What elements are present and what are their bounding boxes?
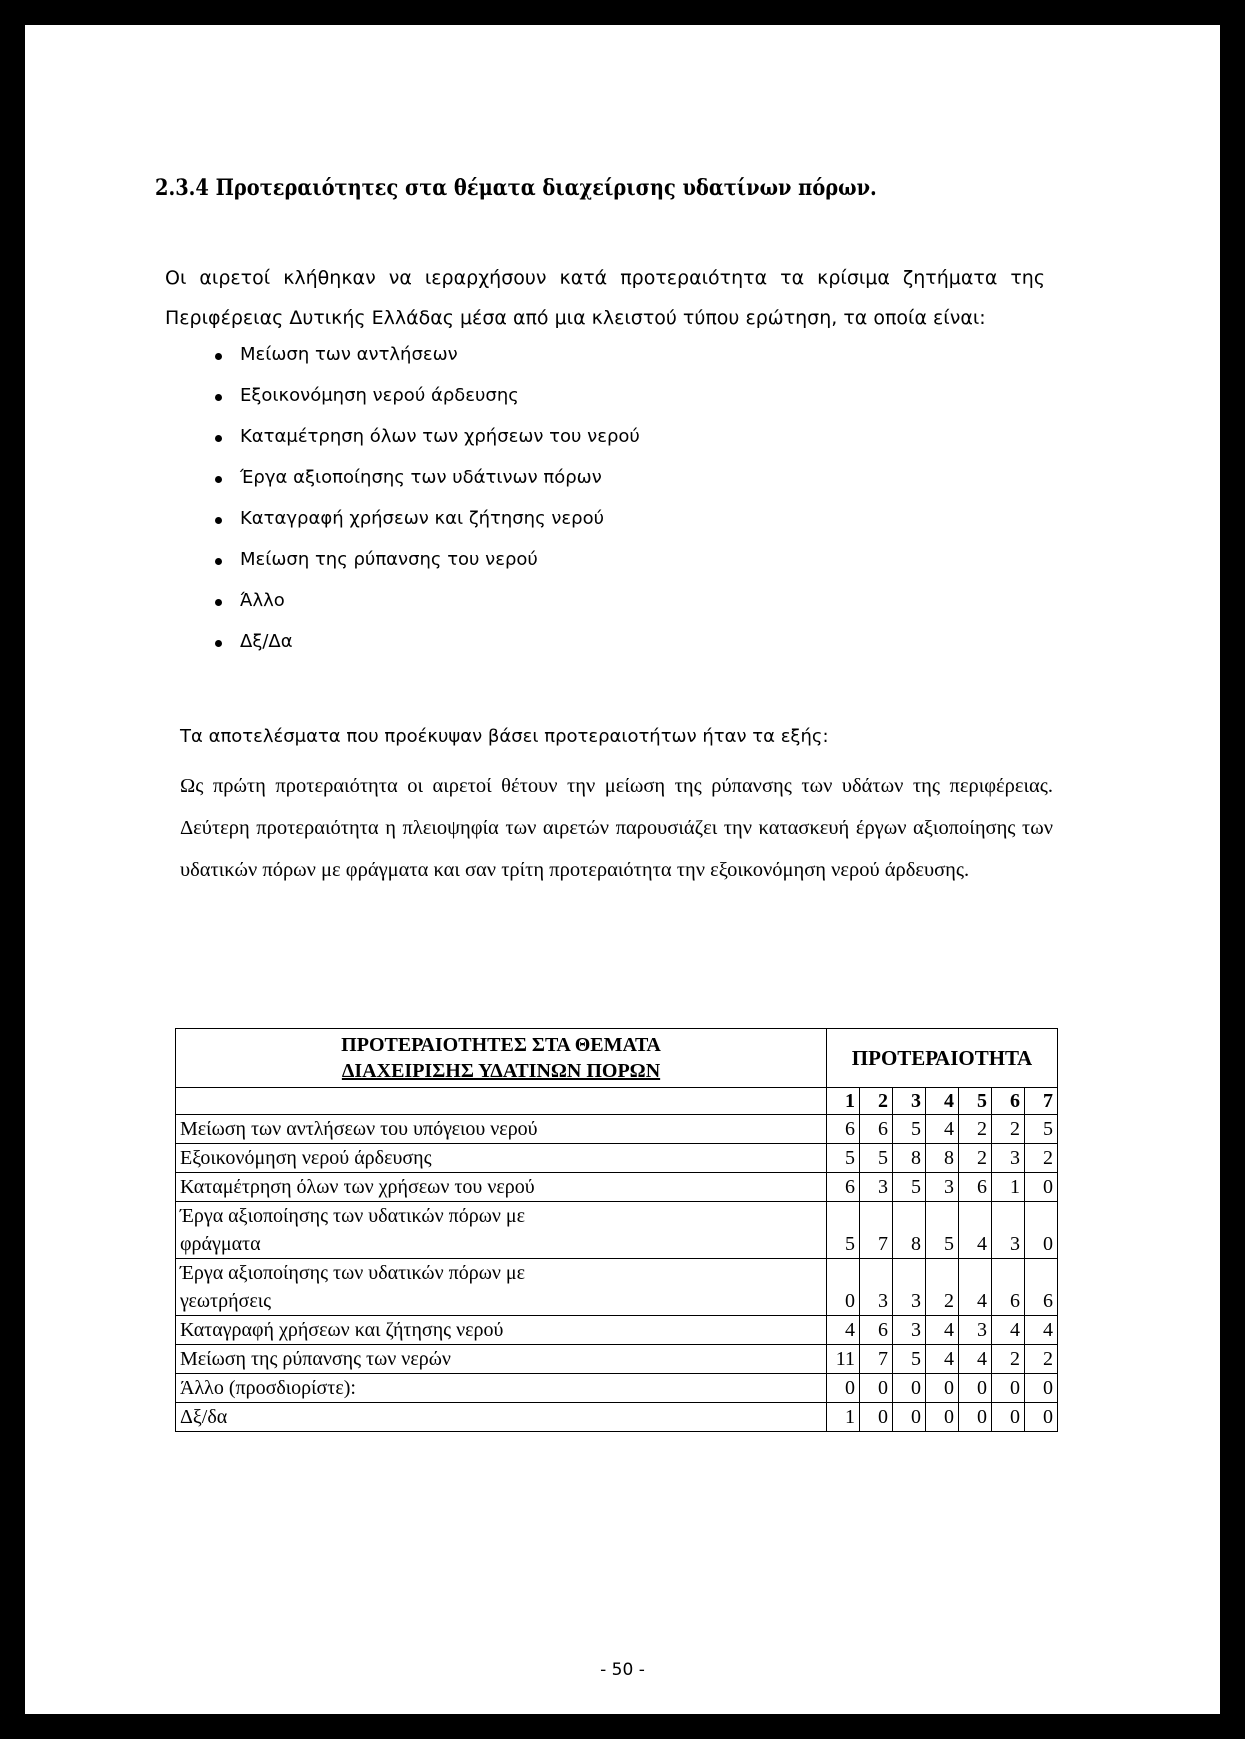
list-item: Καταγραφή χρήσεων και ζήτησης νερού (200, 509, 640, 550)
value-cell: 0 (1025, 1173, 1058, 1202)
value-cell: 6 (827, 1115, 860, 1144)
row-label-line: φράγματα (180, 1233, 261, 1255)
value-cell: 7 (860, 1202, 893, 1259)
value-cell: 0 (860, 1403, 893, 1432)
value-cell: 6 (1025, 1259, 1058, 1316)
value-cell: 4 (827, 1316, 860, 1345)
list-item: Εξοικονόμηση νερού άρδευσης (200, 386, 640, 427)
list-item: Έργα αξιοποίησης των υδάτινων πόρων (200, 468, 640, 509)
priority-header: ΠΡΟΤΕΡΑΙΟΤΗΤΑ (827, 1029, 1058, 1088)
row-label (176, 1202, 827, 1259)
value-cell: 6 (992, 1259, 1025, 1316)
table-title-line: ΔΙΑΧΕΙΡΙΣΗΣ ΥΔΑΤΙΝΩΝ ΠΟΡΩΝ (341, 1060, 661, 1082)
value-cell: 5 (893, 1173, 926, 1202)
value-cell: 0 (992, 1374, 1025, 1403)
value-cell: 4 (1025, 1316, 1058, 1345)
value-cell: 6 (860, 1115, 893, 1144)
value-cell: 4 (959, 1259, 992, 1316)
value-cell: 3 (959, 1316, 992, 1345)
priority-number-row (176, 1088, 1058, 1115)
value-cell: 8 (926, 1144, 959, 1173)
value-cell: 8 (893, 1202, 926, 1259)
value-cell: 1 (992, 1173, 1025, 1202)
value-cell: 6 (860, 1316, 893, 1345)
value-cell: 2 (992, 1345, 1025, 1374)
results-paragraph: Ως πρώτη προτεραιότητα οι αιρετοί θέτουν την μείωση της ρύπανσης των υδάτων της περιφέρειας. Δεύτερη προτεραιότητα η πλειοψηφία των αιρετών παρουσιάζει την κατασκευή έργων αξιοποίησης των υδατικών πόρων με φράγματα και σαν τρίτη προτεραιότητα την εξοικονόμηση νερού άρδευσης. (180, 775, 1053, 881)
row-label: Καταγραφή χρήσεων και ζήτησης νερού (176, 1316, 827, 1345)
row-label-line: Έργα αξιοποίησης των υδατικών πόρων με (180, 1262, 526, 1284)
list-item: Άλλο (200, 591, 640, 632)
value-cell: 4 (959, 1202, 992, 1259)
value-cell: 2 (1025, 1345, 1058, 1374)
value-cell: 6 (827, 1173, 860, 1202)
page-number: - 50 - (600, 1660, 645, 1680)
value-cell: 1 (827, 1403, 860, 1432)
value-cell: 2 (1025, 1144, 1058, 1173)
row-label-line: Έργα αξιοποίησης των υδατικών πόρων με (180, 1205, 526, 1227)
list-item: Μείωση της ρύπανσης του νερού (200, 550, 640, 591)
value-cell: 5 (860, 1144, 893, 1173)
row-label: Άλλο (προσδιορίστε): (176, 1374, 827, 1403)
row-label: Καταμέτρηση όλων των χρήσεων του νερού (176, 1173, 827, 1202)
row-label: Εξοικονόμηση νερού άρδευσης (176, 1144, 827, 1173)
column-header: 5 (959, 1088, 992, 1115)
value-cell: 3 (992, 1202, 1025, 1259)
column-header: 2 (860, 1088, 893, 1115)
list-item: Δξ/Δα (200, 632, 640, 673)
value-cell: 2 (992, 1115, 1025, 1144)
column-header: 6 (992, 1088, 1025, 1115)
table-row (176, 1115, 1058, 1144)
value-cell: 2 (926, 1259, 959, 1316)
value-cell: 6 (959, 1173, 992, 1202)
value-cell: 0 (1025, 1374, 1058, 1403)
value-cell: 5 (926, 1202, 959, 1259)
row-label (176, 1259, 827, 1316)
table-row (176, 1144, 1058, 1173)
value-cell: 0 (827, 1259, 860, 1316)
value-cell: 7 (860, 1345, 893, 1374)
column-header: 4 (926, 1088, 959, 1115)
value-cell: 0 (827, 1374, 860, 1403)
value-cell: 4 (926, 1345, 959, 1374)
row-label: Μείωση της ρύπανσης των νερών (176, 1345, 827, 1374)
value-cell: 3 (893, 1259, 926, 1316)
table-row (176, 1345, 1058, 1374)
row-label-line: γεωτρήσεις (180, 1290, 272, 1312)
column-header: 7 (1025, 1088, 1058, 1115)
value-cell: 5 (893, 1345, 926, 1374)
intro-paragraph: Οι αιρετοί κλήθηκαν να ιεραρχήσουν κατά προτεραιότητα τα κρίσιμα ζητήματα της Περιφέρειας Δυτικής Ελλάδας μέσα από μια κλειστού τύπου ερώτηση, τα οποία είναι: (165, 267, 1045, 329)
value-cell: 2 (959, 1115, 992, 1144)
row-label: Δξ/δα (176, 1403, 827, 1432)
issues-list (200, 345, 640, 673)
value-cell: 4 (926, 1316, 959, 1345)
table-title (176, 1029, 827, 1088)
list-item: Μείωση των αντλήσεων (200, 345, 640, 386)
value-cell: 0 (1025, 1403, 1058, 1432)
table-row (176, 1259, 1058, 1316)
value-cell: 3 (926, 1173, 959, 1202)
results-intro: Τα αποτελέσματα που προέκυψαν βάσει προτεραιοτήτων ήταν τα εξής: (180, 726, 829, 747)
list-item: Καταμέτρηση όλων των χρήσεων του νερού (200, 427, 640, 468)
table-header-row (176, 1029, 1058, 1088)
value-cell: 11 (827, 1345, 860, 1374)
value-cell: 5 (827, 1144, 860, 1173)
table-row (176, 1202, 1058, 1259)
value-cell: 2 (959, 1144, 992, 1173)
value-cell: 0 (926, 1374, 959, 1403)
value-cell: 3 (860, 1173, 893, 1202)
value-cell: 0 (893, 1374, 926, 1403)
table-title-line: ΠΡΟΤΕΡΑΙΟΤΗΤΕΣ ΣΤΑ ΘΕΜΑΤΑ (341, 1034, 661, 1056)
value-cell: 4 (992, 1316, 1025, 1345)
table-row (176, 1374, 1058, 1403)
value-cell: 0 (959, 1374, 992, 1403)
table-row (176, 1403, 1058, 1432)
empty-cell (176, 1088, 827, 1115)
table-row (176, 1173, 1058, 1202)
value-cell: 0 (959, 1403, 992, 1432)
value-cell: 0 (1025, 1202, 1058, 1259)
value-cell: 0 (992, 1403, 1025, 1432)
value-cell: 0 (926, 1403, 959, 1432)
value-cell: 0 (860, 1374, 893, 1403)
section-heading: 2.3.4 Προτεραιότητες στα θέματα διαχείρισης υδατίνων πόρων. (155, 175, 877, 201)
value-cell: 5 (893, 1115, 926, 1144)
value-cell: 3 (893, 1316, 926, 1345)
table-row (176, 1316, 1058, 1345)
priorities-table (175, 1028, 1058, 1432)
row-label: Μείωση των αντλήσεων του υπόγειου νερού (176, 1115, 827, 1144)
value-cell: 8 (893, 1144, 926, 1173)
value-cell: 3 (992, 1144, 1025, 1173)
column-header: 1 (827, 1088, 860, 1115)
value-cell: 3 (860, 1259, 893, 1316)
value-cell: 4 (926, 1115, 959, 1144)
column-header: 3 (893, 1088, 926, 1115)
value-cell: 5 (827, 1202, 860, 1259)
value-cell: 5 (1025, 1115, 1058, 1144)
value-cell: 4 (959, 1345, 992, 1374)
value-cell: 0 (893, 1403, 926, 1432)
